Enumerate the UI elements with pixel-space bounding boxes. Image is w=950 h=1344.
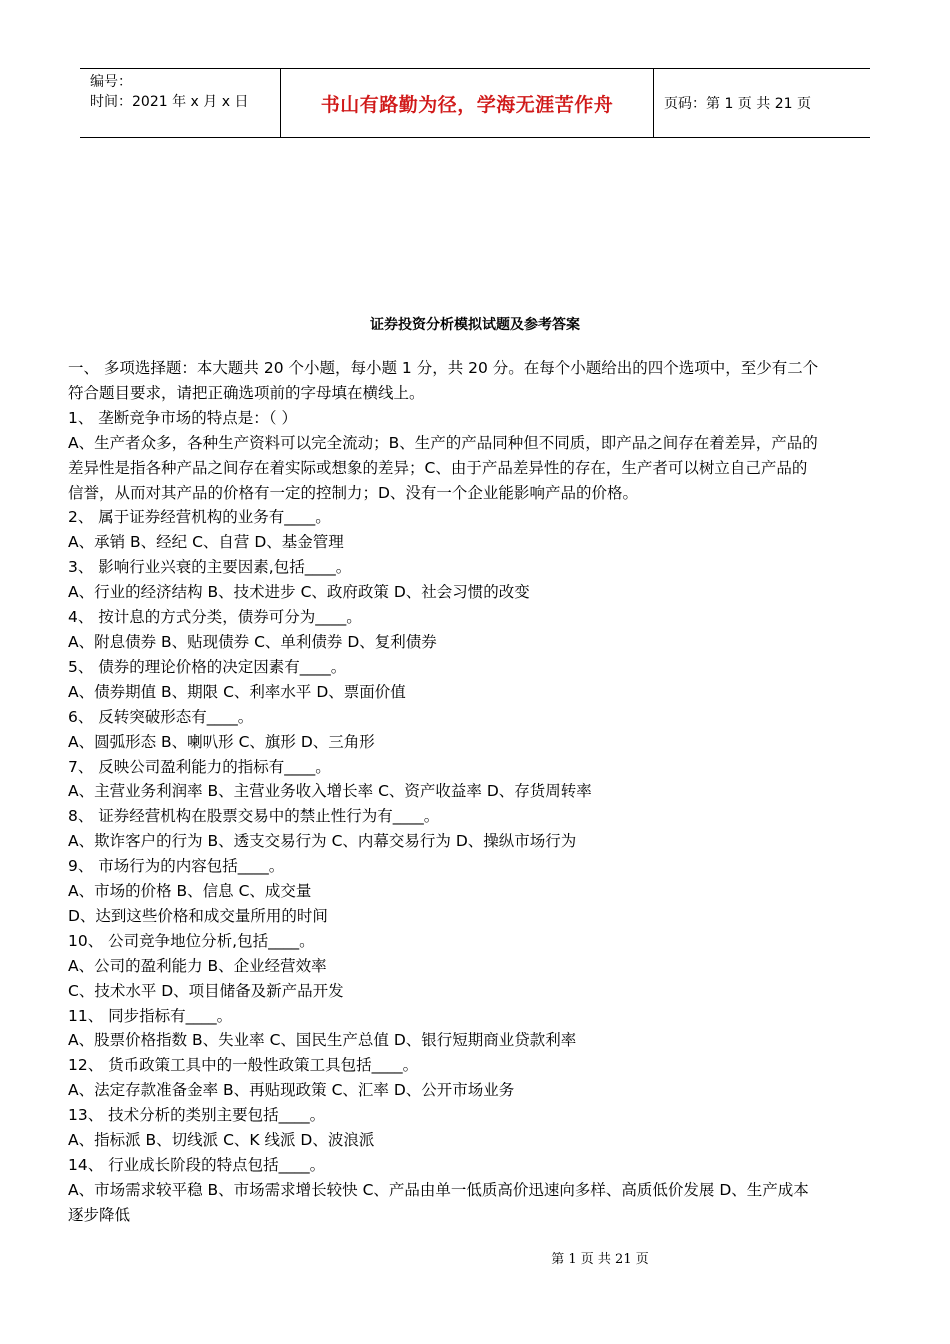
body-line: 10、 公司竞争地位分析,包括____。 [68,931,315,950]
document-number-label: 编号： [90,74,132,90]
body-line: 信誉，从而对其产品的价格有一定的控制力；D、没有一个企业能影响产品的价格。 [68,483,638,502]
header-page-info: 页码：第 1 页 共 21 页 [664,96,811,112]
document-body [68,356,878,1228]
footer-page-number: 第 1 页 共 21 页 [551,1252,649,1267]
body-line: A、承销 B、经纪 C、自营 D、基金管理 [68,533,344,552]
body-line: 逐步降低 [68,1205,131,1224]
header-motto: 书山有路勤为径，学海无涯苦作舟 [320,93,614,116]
body-line: A、债券期值 B、期限 C、利率水平 D、票面价值 [68,682,406,701]
body-line: D、达到这些价格和成交量所用的时间 [68,906,328,925]
body-line: A、圆弧形态 B、喇叭形 C、旗形 D、三角形 [68,732,375,751]
body-line: 符合题目要求，请把正确选项前的字母填在横线上。 [68,383,425,402]
body-line: A、主营业务利润率 B、主营业务收入增长率 C、资产收益率 D、存货周转率 [68,782,592,801]
body-line: 2、 属于证券经营机构的业务有____。 [68,508,331,527]
header-meta [80,69,280,137]
body-line: 4、 按计息的方式分类，债券可分为____。 [68,608,362,627]
body-line: A、市场需求较平稳 B、市场需求增长较快 C、产品由单一低质高价迅速向多样、高质低价发展 D、生产成本 [68,1180,809,1199]
body-line: A、公司的盈利能力 B、企业经营效率 [68,956,327,975]
body-line: 7、 反映公司盈利能力的指标有____。 [68,757,331,776]
page-header [80,68,870,138]
body-line: 12、 货币政策工具中的一般性政策工具包括____。 [68,1056,419,1075]
body-line: A、指标派 B、切线派 C、K 线派 D、波浪派 [68,1131,375,1150]
page-footer [0,1248,950,1267]
body-line: A、附息债券 B、贴现债券 C、单利债券 D、复利债券 [68,632,437,651]
body-line: 一、 多项选择题：本大题共 20 个小题，每小题 1 分，共 20 分。在每个小题给出的四个选项中，至少有二个 [68,359,819,377]
body-line: 5、 债券的理论价格的决定因素有____。 [68,657,347,676]
body-line: C、技术水平 D、项目储备及新产品开发 [68,981,344,1000]
body-line: 3、 影响行业兴衰的主要因素,包括____。 [68,558,352,577]
body-line: A、市场的价格 B、信息 C、成交量 [68,882,312,901]
body-line: 11、 同步指标有____。 [68,1006,233,1025]
body-line: 8、 证券经营机构在股票交易中的禁止性行为有____。 [68,807,440,826]
document-title: 证券投资分析模拟试题及参考答案 [370,317,580,333]
body-line: A、股票价格指数 B、失业率 C、国民生产总值 D、银行短期商业贷款利率 [68,1031,577,1050]
body-line: 9、 市场行为的内容包括____。 [68,857,285,876]
body-line: 13、 技术分析的类别主要包括____。 [68,1106,326,1125]
body-line: 6、 反转突破形态有____。 [68,707,254,726]
body-line: A、行业的经济结构 B、技术进步 C、政府政策 D、社会习惯的改变 [68,583,530,602]
body-line: A、生产者众多，各种生产资料可以完全流动；B、生产的产品同种但不同质，即产品之间存在着差异，产品的 [68,433,818,452]
body-line: 1、 垄断竞争市场的特点是：（ ） [68,408,297,427]
body-line: A、欺诈客户的行为 B、透支交易行为 C、内幕交易行为 D、操纵市场行为 [68,832,577,851]
document-date: 时间：2021 年 x 月 x 日 [90,94,249,110]
header-motto-cell [280,69,654,137]
header-page-cell [654,69,870,137]
body-line: 差异性是指各种产品之间存在着实际或想象的差异；C、由于产品差异性的存在，生产者可以树立自己产品的 [68,458,808,477]
body-line: A、法定存款准备金率 B、再贴现政策 C、汇率 D、公开市场业务 [68,1081,515,1100]
body-line: 14、 行业成长阶段的特点包括____。 [68,1156,326,1174]
